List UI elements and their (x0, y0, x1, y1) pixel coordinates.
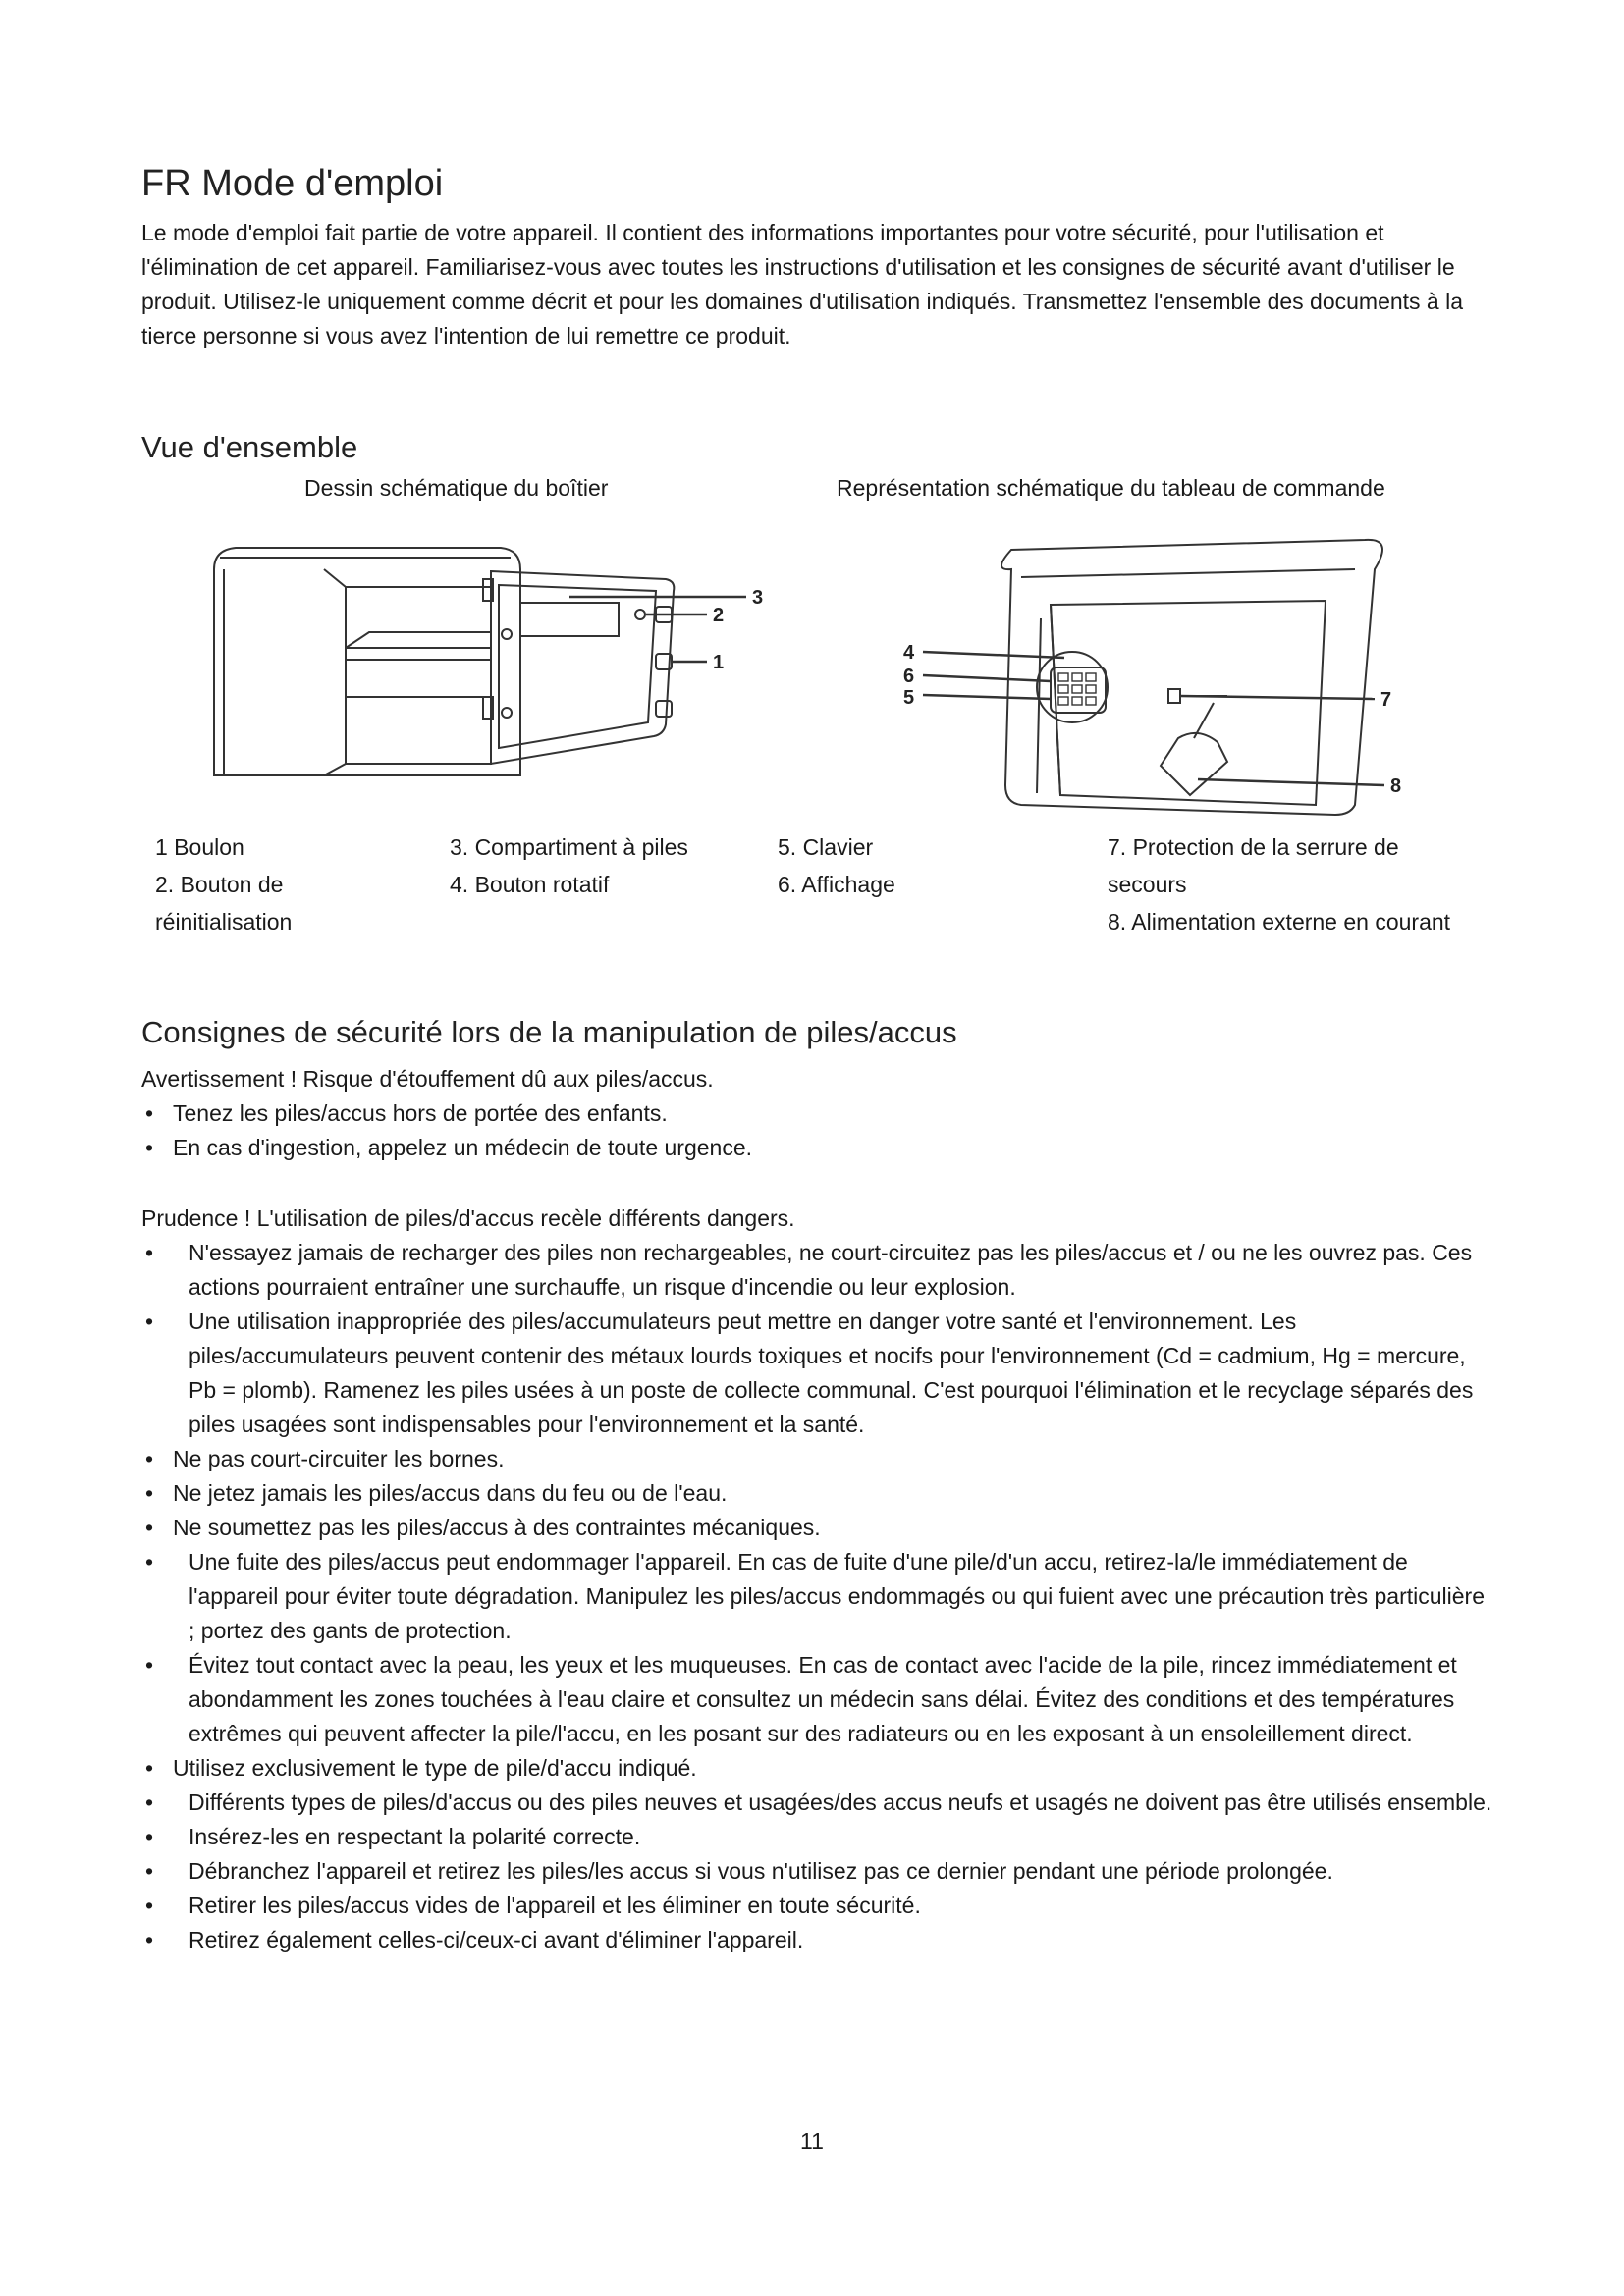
warning-text: Avertissement ! Risque d'étouffement dû aux piles/accus. (141, 1066, 714, 1092)
list-item: • Ne soumettez pas les piles/accus à des contraintes mécaniques. (141, 1511, 1496, 1545)
callout-3: 3 (752, 587, 764, 609)
list-item: • Retirer les piles/accus vides de l'appareil et les éliminer en toute sécurité. (141, 1889, 1496, 1923)
legend-item: 8. Alimentation externe en courant (1108, 909, 1451, 934)
callout-2: 2 (713, 605, 725, 626)
list-item: • En cas d'ingestion, appelez un médecin de toute urgence. (141, 1131, 752, 1165)
safety-heading: Consignes de sécurité lors de la manipulation de piles/accus (141, 1015, 957, 1049)
caution-list (141, 1236, 1496, 1957)
caption-control-panel: Représentation schématique du tableau de commande (837, 475, 1385, 501)
legend-item: 4. Bouton rotatif (450, 872, 610, 897)
control-panel-diagram (903, 510, 1414, 825)
legend-item: 6. Affichage (778, 872, 895, 897)
legend-column-3 (778, 828, 1023, 903)
list-item: • Insérez-les en respectant la polarité correcte. (141, 1820, 1496, 1854)
callout-5: 5 (903, 687, 915, 709)
legend-item: 2. Bouton de réinitialisation (155, 872, 293, 934)
page-title: FR Mode d'emploi (141, 163, 444, 204)
warning-list (141, 1096, 752, 1165)
legend-column-4 (1108, 828, 1481, 940)
legend-item: 5. Clavier (778, 834, 874, 860)
callout-1: 1 (713, 652, 725, 673)
list-item: • Tenez les piles/accus hors de portée des enfants. (141, 1096, 752, 1131)
callout-4: 4 (903, 642, 915, 664)
list-item: • Une utilisation inappropriée des piles/accumulateurs peut mettre en danger votre santé et l'environnement. Les piles/accumulateurs peuvent contenir des métaux lourds toxiques et nocifs pour l'environnement (Cd = cadmium, Hg = mercure, Pb = plomb). Ramenez les piles usées à un poste de collecte communal. C'est pourquoi l'élimination et le recyclage séparés des piles usagées sont indispensables pour l'environnement et la santé. (141, 1305, 1496, 1442)
legend-column-1 (155, 828, 401, 940)
legend-item: 3. Compartiment à piles (450, 834, 688, 860)
list-item: • Ne pas court-circuiter les bornes. (141, 1442, 1496, 1476)
list-item: • Une fuite des piles/accus peut endommager l'appareil. En cas de fuite d'une pile/d'un accu, retirez-la/le immédiatement de l'appareil pour éviter toute dégradation. Manipulez les piles/accus endommagés ou qui fuient avec une précaution très particulière ; portez des gants de protection. (141, 1545, 1496, 1648)
list-item: • N'essayez jamais de recharger des piles non rechargeables, ne court-circuitez pas les piles/accus et / ou ne les ouvrez pas. Ces actions pourraient entraîner une surchauffe, un risque d'incendie ou leur explosion. (141, 1236, 1496, 1305)
safe-housing-diagram (196, 530, 785, 795)
legend-item: 1 Boulon (155, 834, 244, 860)
list-item: • Débranchez l'appareil et retirez les piles/les accus si vous n'utilisez pas ce dernier pendant une période prolongée. (141, 1854, 1496, 1889)
list-item: • Ne jetez jamais les piles/accus dans du feu ou de l'eau. (141, 1476, 1496, 1511)
intro-paragraph: Le mode d'emploi fait partie de votre appareil. Il contient des informations importantes pour votre sécurité, pour l'utilisation et l'élimination de cet appareil. Familiarisez-vous avec toutes les instructions d'utilisation et les consignes de sécurité avant d'utiliser le produit. Utilisez-le uniquement comme décrit et pour les domaines d'utilisation indiqués. Transmettez l'ensemble des documents à la tierce personne si vous avez l'intention de lui remettre ce produit. (141, 220, 1464, 348)
callout-8: 8 (1390, 775, 1402, 797)
list-item: • Retirez également celles-ci/ceux-ci avant d'éliminer l'appareil. (141, 1923, 1496, 1957)
overview-heading: Vue d'ensemble (141, 430, 358, 464)
callout-7: 7 (1380, 689, 1392, 711)
callout-6: 6 (903, 666, 915, 687)
caption-housing-drawing: Dessin schématique du boîtier (304, 475, 609, 501)
legend-column-2 (450, 828, 744, 903)
page-number: 11 (800, 2128, 824, 2154)
list-item: • Utilisez exclusivement le type de pile/d'accu indiqué. (141, 1751, 1496, 1786)
list-item: • Différents types de piles/d'accus ou des piles neuves et usagées/des accus neufs et usagés ne doivent pas être utilisés ensemble. (141, 1786, 1496, 1820)
caution-text: Prudence ! L'utilisation de piles/d'accus recèle différents dangers. (141, 1205, 795, 1231)
list-item: • Évitez tout contact avec la peau, les yeux et les muqueuses. En cas de contact avec l'acide de la pile, rincez immédiatement et abondamment les zones touchées à l'eau claire et consultez un médecin sans délai. Évitez des conditions et des températures extrêmes qui peuvent affecter la pile/l'accu, en les posant sur des radiateurs ou en les exposant à un ensoleillement direct. (141, 1648, 1496, 1751)
legend-item: 7. Protection de la serrure de secours (1108, 834, 1399, 897)
